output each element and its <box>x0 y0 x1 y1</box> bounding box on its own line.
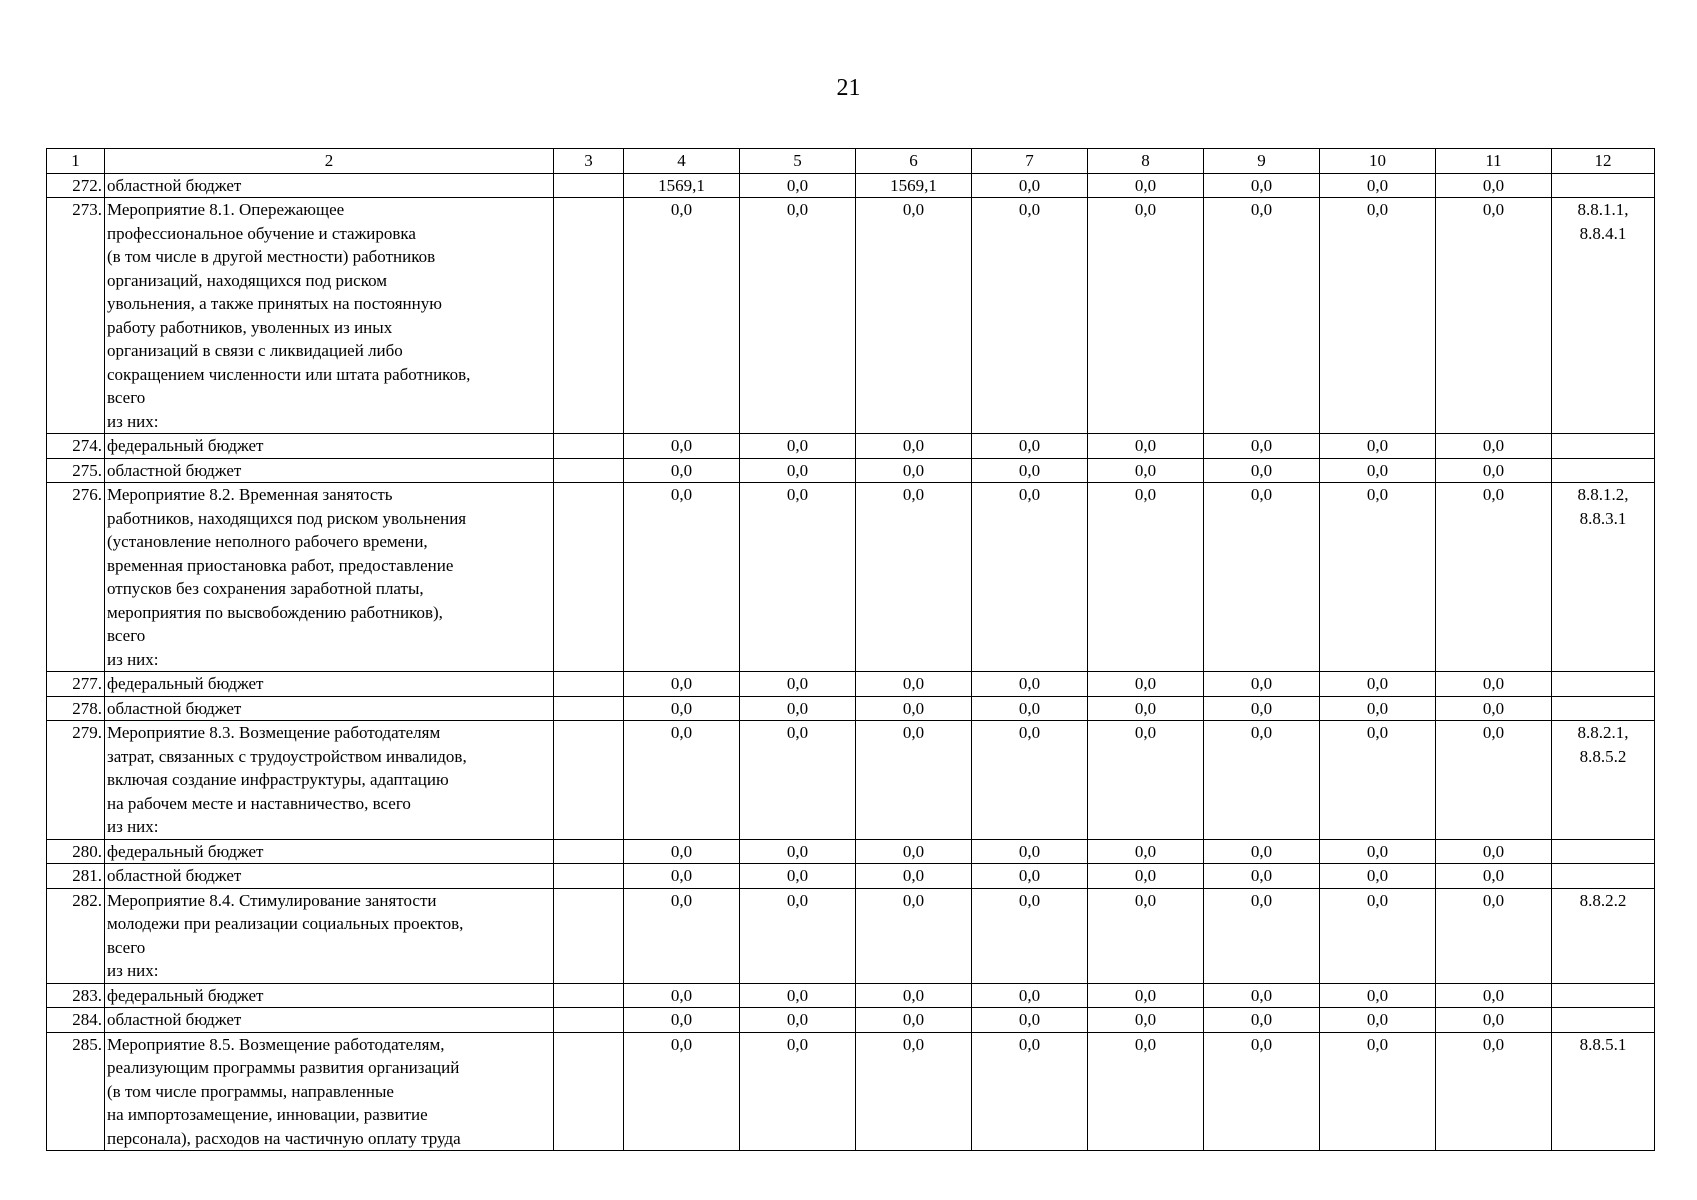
amount-cell: 0,0 <box>1088 983 1204 1008</box>
amount-cell: 0,0 <box>1204 721 1320 840</box>
amount-cell: 0,0 <box>740 173 856 198</box>
indicator-code-cell: 8.8.1.2, 8.8.3.1 <box>1552 483 1655 672</box>
amount-cell: 0,0 <box>972 696 1088 721</box>
amount-cell: 0,0 <box>856 1032 972 1151</box>
row-name-cell: Мероприятие 8.1. Опережающее профессиональное обучение и стажировка (в том числе в другой местности) работников организаций, находящихся под риском увольнения, а также принятых на постоянную работу работников, уволенных из иных организаций в связи с ликвидацией либо сокращением численности или штата работников, всего из них: <box>105 198 554 434</box>
amount-cell: 0,0 <box>1436 198 1552 434</box>
indicator-code-cell <box>1552 458 1655 483</box>
column-3-cell <box>554 696 624 721</box>
amount-cell: 0,0 <box>740 983 856 1008</box>
table-row <box>47 1008 1655 1033</box>
amount-cell: 0,0 <box>624 721 740 840</box>
budget-table <box>46 148 1655 1151</box>
column-number-cell: 12 <box>1552 149 1655 174</box>
amount-cell: 0,0 <box>972 888 1088 983</box>
amount-cell: 0,0 <box>740 672 856 697</box>
amount-cell: 0,0 <box>1436 483 1552 672</box>
amount-cell: 0,0 <box>1088 839 1204 864</box>
amount-cell: 0,0 <box>972 173 1088 198</box>
column-3-cell <box>554 839 624 864</box>
column-number-cell: 2 <box>105 149 554 174</box>
amount-cell: 0,0 <box>740 696 856 721</box>
row-number-cell: 279. <box>47 721 105 840</box>
amount-cell: 0,0 <box>1436 173 1552 198</box>
amount-cell: 0,0 <box>1320 198 1436 434</box>
amount-cell: 0,0 <box>856 1008 972 1033</box>
amount-cell: 0,0 <box>1088 888 1204 983</box>
table-row <box>47 1032 1655 1151</box>
amount-cell: 0,0 <box>624 458 740 483</box>
amount-cell: 0,0 <box>624 483 740 672</box>
amount-cell: 0,0 <box>1320 672 1436 697</box>
amount-cell: 0,0 <box>740 434 856 459</box>
amount-cell: 0,0 <box>1320 696 1436 721</box>
column-number-cell: 8 <box>1088 149 1204 174</box>
amount-cell: 0,0 <box>1436 672 1552 697</box>
table-row <box>47 434 1655 459</box>
indicator-code-cell <box>1552 864 1655 889</box>
amount-cell: 0,0 <box>856 483 972 672</box>
table-row <box>47 864 1655 889</box>
amount-cell: 0,0 <box>856 888 972 983</box>
amount-cell: 0,0 <box>1436 1008 1552 1033</box>
row-number-cell: 284. <box>47 1008 105 1033</box>
indicator-code-cell <box>1552 696 1655 721</box>
amount-cell: 0,0 <box>1436 983 1552 1008</box>
row-name-cell: областной бюджет <box>105 173 554 198</box>
column-3-cell <box>554 983 624 1008</box>
table-row <box>47 173 1655 198</box>
row-name-cell: Мероприятие 8.4. Стимулирование занятости молодежи при реализации социальных проектов, всего из них: <box>105 888 554 983</box>
amount-cell: 0,0 <box>1320 721 1436 840</box>
row-name-cell: федеральный бюджет <box>105 839 554 864</box>
indicator-code-cell: 8.8.5.1 <box>1552 1032 1655 1151</box>
amount-cell: 0,0 <box>1320 173 1436 198</box>
amount-cell: 0,0 <box>1320 864 1436 889</box>
amount-cell: 0,0 <box>1320 434 1436 459</box>
amount-cell: 0,0 <box>856 864 972 889</box>
amount-cell: 0,0 <box>624 1032 740 1151</box>
amount-cell: 0,0 <box>624 696 740 721</box>
amount-cell: 0,0 <box>1436 864 1552 889</box>
column-number-row <box>47 149 1655 174</box>
amount-cell: 0,0 <box>1204 839 1320 864</box>
row-name-cell: федеральный бюджет <box>105 983 554 1008</box>
amount-cell: 0,0 <box>856 434 972 459</box>
table-row <box>47 696 1655 721</box>
table-row <box>47 983 1655 1008</box>
amount-cell: 0,0 <box>624 1008 740 1033</box>
page-number: 21 <box>836 75 861 101</box>
row-name-cell: областной бюджет <box>105 458 554 483</box>
row-number-cell: 278. <box>47 696 105 721</box>
column-number-cell: 11 <box>1436 149 1552 174</box>
column-3-cell <box>554 458 624 483</box>
amount-cell: 0,0 <box>972 434 1088 459</box>
amount-cell: 0,0 <box>972 1008 1088 1033</box>
amount-cell: 0,0 <box>856 198 972 434</box>
row-number-cell: 277. <box>47 672 105 697</box>
amount-cell: 0,0 <box>1204 672 1320 697</box>
row-name-cell: областной бюджет <box>105 864 554 889</box>
amount-cell: 0,0 <box>1320 839 1436 864</box>
amount-cell: 0,0 <box>740 888 856 983</box>
table-row <box>47 888 1655 983</box>
amount-cell: 0,0 <box>1436 696 1552 721</box>
column-3-cell <box>554 1008 624 1033</box>
amount-cell: 0,0 <box>856 839 972 864</box>
indicator-code-cell: 8.8.2.2 <box>1552 888 1655 983</box>
column-3-cell <box>554 864 624 889</box>
amount-cell: 0,0 <box>740 1008 856 1033</box>
amount-cell: 0,0 <box>1204 1008 1320 1033</box>
amount-cell: 0,0 <box>1088 721 1204 840</box>
amount-cell: 0,0 <box>1320 983 1436 1008</box>
amount-cell: 0,0 <box>1320 483 1436 672</box>
amount-cell: 0,0 <box>1088 1032 1204 1151</box>
amount-cell: 0,0 <box>1204 434 1320 459</box>
row-name-cell: Мероприятие 8.3. Возмещение работодателям затрат, связанных с трудоустройством инвалидов, включая создание инфраструктуры, адаптацию на рабочем месте и наставничество, всего из них: <box>105 721 554 840</box>
amount-cell: 0,0 <box>740 458 856 483</box>
amount-cell: 0,0 <box>1436 1032 1552 1151</box>
amount-cell: 0,0 <box>1088 458 1204 483</box>
indicator-code-cell <box>1552 672 1655 697</box>
row-number-cell: 280. <box>47 839 105 864</box>
amount-cell: 0,0 <box>1320 1032 1436 1151</box>
table-row <box>47 483 1655 672</box>
column-3-cell <box>554 888 624 983</box>
amount-cell: 0,0 <box>1088 173 1204 198</box>
amount-cell: 0,0 <box>1088 864 1204 889</box>
amount-cell: 0,0 <box>740 864 856 889</box>
amount-cell: 0,0 <box>972 1032 1088 1151</box>
column-3-cell <box>554 721 624 840</box>
amount-cell: 0,0 <box>624 434 740 459</box>
column-number-cell: 10 <box>1320 149 1436 174</box>
amount-cell: 0,0 <box>1088 1008 1204 1033</box>
amount-cell: 0,0 <box>1436 839 1552 864</box>
amount-cell: 0,0 <box>1436 721 1552 840</box>
column-number-cell: 3 <box>554 149 624 174</box>
row-name-cell: областной бюджет <box>105 1008 554 1033</box>
indicator-code-cell <box>1552 1008 1655 1033</box>
amount-cell: 0,0 <box>624 198 740 434</box>
row-number-cell: 272. <box>47 173 105 198</box>
amount-cell: 0,0 <box>856 983 972 1008</box>
column-number-cell: 5 <box>740 149 856 174</box>
table-row <box>47 721 1655 840</box>
amount-cell: 0,0 <box>856 672 972 697</box>
amount-cell: 0,0 <box>624 888 740 983</box>
table-row <box>47 458 1655 483</box>
amount-cell: 0,0 <box>1436 458 1552 483</box>
row-number-cell: 274. <box>47 434 105 459</box>
amount-cell: 0,0 <box>1204 198 1320 434</box>
row-name-cell: областной бюджет <box>105 696 554 721</box>
amount-cell: 0,0 <box>624 839 740 864</box>
amount-cell: 0,0 <box>972 458 1088 483</box>
indicator-code-cell <box>1552 983 1655 1008</box>
amount-cell: 0,0 <box>1204 983 1320 1008</box>
column-3-cell <box>554 434 624 459</box>
row-name-cell: федеральный бюджет <box>105 434 554 459</box>
amount-cell: 0,0 <box>1204 888 1320 983</box>
amount-cell: 0,0 <box>740 721 856 840</box>
amount-cell: 0,0 <box>740 839 856 864</box>
amount-cell: 0,0 <box>1204 173 1320 198</box>
column-3-cell <box>554 1032 624 1151</box>
amount-cell: 0,0 <box>1204 864 1320 889</box>
amount-cell: 0,0 <box>1088 672 1204 697</box>
amount-cell: 0,0 <box>1436 434 1552 459</box>
amount-cell: 0,0 <box>972 198 1088 434</box>
row-number-cell: 273. <box>47 198 105 434</box>
row-number-cell: 275. <box>47 458 105 483</box>
amount-cell: 0,0 <box>1204 696 1320 721</box>
indicator-code-cell: 8.8.2.1, 8.8.5.2 <box>1552 721 1655 840</box>
amount-cell: 0,0 <box>856 696 972 721</box>
amount-cell: 0,0 <box>1436 888 1552 983</box>
row-name-cell: Мероприятие 8.5. Возмещение работодателям, реализующим программы развития организаций (в том числе программы, направленные на импортозамещение, инновации, развитие персонала), расходов на частичную оплату труда <box>105 1032 554 1151</box>
table-row <box>47 198 1655 434</box>
indicator-code-cell: 8.8.1.1, 8.8.4.1 <box>1552 198 1655 434</box>
row-name-cell: федеральный бюджет <box>105 672 554 697</box>
column-3-cell <box>554 672 624 697</box>
amount-cell: 0,0 <box>856 458 972 483</box>
amount-cell: 0,0 <box>624 672 740 697</box>
amount-cell: 0,0 <box>856 721 972 840</box>
amount-cell: 0,0 <box>972 672 1088 697</box>
amount-cell: 0,0 <box>972 483 1088 672</box>
amount-cell: 0,0 <box>972 983 1088 1008</box>
amount-cell: 1569,1 <box>624 173 740 198</box>
table-row <box>47 672 1655 697</box>
column-3-cell <box>554 483 624 672</box>
column-number-cell: 1 <box>47 149 105 174</box>
column-3-cell <box>554 173 624 198</box>
amount-cell: 0,0 <box>740 1032 856 1151</box>
indicator-code-cell <box>1552 839 1655 864</box>
amount-cell: 0,0 <box>1320 458 1436 483</box>
amount-cell: 0,0 <box>972 839 1088 864</box>
column-number-cell: 4 <box>624 149 740 174</box>
amount-cell: 0,0 <box>740 198 856 434</box>
amount-cell: 0,0 <box>1204 458 1320 483</box>
amount-cell: 0,0 <box>1204 1032 1320 1151</box>
amount-cell: 0,0 <box>1088 483 1204 672</box>
amount-cell: 0,0 <box>972 721 1088 840</box>
amount-cell: 0,0 <box>1320 888 1436 983</box>
indicator-code-cell <box>1552 434 1655 459</box>
row-number-cell: 276. <box>47 483 105 672</box>
amount-cell: 0,0 <box>740 483 856 672</box>
column-number-cell: 9 <box>1204 149 1320 174</box>
amount-cell: 1569,1 <box>856 173 972 198</box>
amount-cell: 0,0 <box>972 864 1088 889</box>
amount-cell: 0,0 <box>1088 198 1204 434</box>
row-number-cell: 281. <box>47 864 105 889</box>
column-number-cell: 7 <box>972 149 1088 174</box>
column-3-cell <box>554 198 624 434</box>
amount-cell: 0,0 <box>1088 434 1204 459</box>
amount-cell: 0,0 <box>1320 1008 1436 1033</box>
row-number-cell: 283. <box>47 983 105 1008</box>
amount-cell: 0,0 <box>624 864 740 889</box>
row-number-cell: 285. <box>47 1032 105 1151</box>
table-row <box>47 839 1655 864</box>
indicator-code-cell <box>1552 173 1655 198</box>
amount-cell: 0,0 <box>1204 483 1320 672</box>
row-number-cell: 282. <box>47 888 105 983</box>
amount-cell: 0,0 <box>1088 696 1204 721</box>
row-name-cell: Мероприятие 8.2. Временная занятость работников, находящихся под риском увольнения (установление неполного рабочего времени, временная приостановка работ, предоставление отпусков без сохранения заработной платы, мероприятия по высвобождению работников), всего из них: <box>105 483 554 672</box>
amount-cell: 0,0 <box>624 983 740 1008</box>
column-number-cell: 6 <box>856 149 972 174</box>
